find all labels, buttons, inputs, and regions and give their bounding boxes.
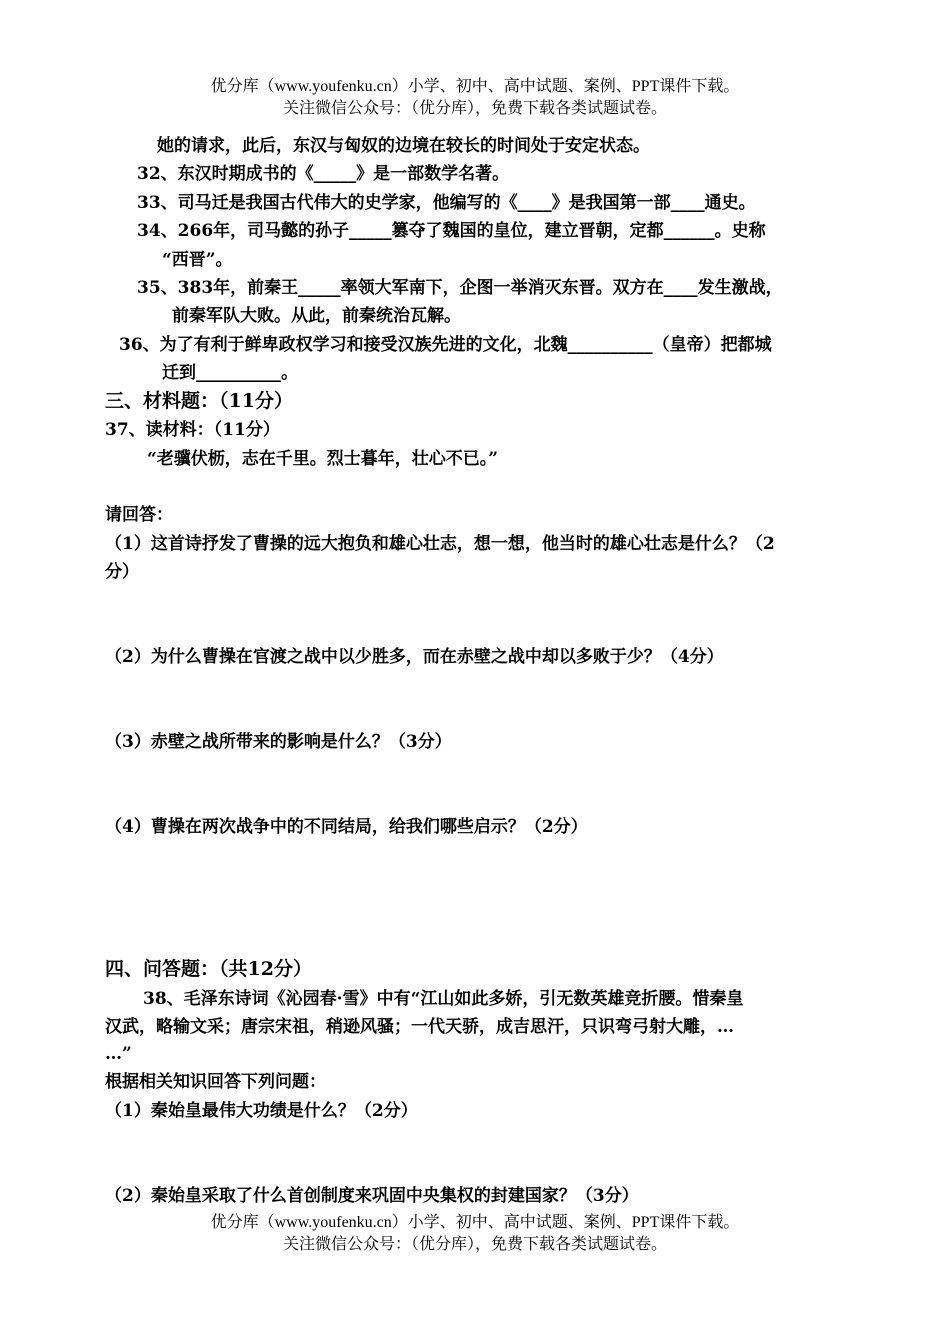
section-4-title: 四、问答题：（共12分）: [105, 958, 312, 980]
header-line-1: 优分库（www.youfenku.cn）小学、初中、高中试题、案例、PPT课件下载。: [210, 78, 740, 95]
footer-line-2: 关注微信公众号：（优分库），免费下载各类试题试卷。: [282, 1236, 667, 1253]
question-35: 35、383年，前秦王_____率领大军南下，企图一举消灭东晋。双方在____发生激战，: [137, 278, 783, 298]
question-31-continuation: 她的请求，此后，东汉与匈奴的边境在较长的时间处于安定状态。: [157, 136, 650, 156]
question-38-continuation-1: 汉武，略输文采；唐宗宋祖，稍逊风骚；一代天骄，成吉思汗，只识弯弓射大雕，…: [105, 1017, 734, 1037]
header-line-2: 关注微信公众号：（优分库），免费下载各类试题试卷。: [282, 100, 667, 117]
question-35-continuation: 前秦军队大败。从此，前秦统治瓦解。: [172, 306, 461, 326]
material-quote: “老骥伏枥，志在千里。烈士暮年，壮心不已。”: [147, 449, 499, 469]
question-37-3: （3）赤壁之战所带来的影响是什么？（3分）: [105, 732, 452, 752]
answer-prompt-2: 根据相关知识回答下列问题：: [105, 1072, 326, 1092]
section-3-title: 三、材料题：（11分）: [105, 390, 293, 412]
question-34-continuation: “西晋”。: [162, 250, 233, 270]
question-36: 36、为了有利于鲜卑政权学习和接受汉族先进的文化，北魏__________（皇帝）把都城: [119, 335, 772, 355]
question-38-continuation-2: …”: [105, 1044, 132, 1064]
question-38-2: （2）秦始皇采取了什么首创制度来巩固中央集权的封建国家？（3分）: [105, 1186, 639, 1206]
question-37-4: （4）曹操在两次战争中的不同结局，给我们哪些启示？（2分）: [105, 817, 588, 837]
question-37: 37、读材料：（11分）: [105, 420, 280, 440]
question-37-2: （2）为什么曹操在官渡之战中以少胜多，而在赤壁之战中却以多败于少？（4分）: [105, 647, 724, 667]
question-37-1: （1）这首诗抒发了曹操的远大抱负和雄心壮志，想一想，他当时的雄心壮志是什么？（2: [105, 534, 775, 554]
question-37-1-continuation: 分）: [105, 562, 139, 582]
question-32: 32、东汉时期成书的《_____》是一部数学名著。: [137, 164, 510, 184]
question-34: 34、266年，司马懿的孙子_____篡夺了魏国的皇位，建立晋朝，定都______。史称: [137, 221, 766, 241]
footer-line-1: 优分库（www.youfenku.cn）小学、初中、高中试题、案例、PPT课件下载。: [210, 1214, 740, 1231]
question-38-1: （1）秦始皇最伟大功绩是什么？（2分）: [105, 1101, 418, 1121]
question-38: 38、毛泽东诗词《沁园春·雪》中有“江山如此多娇，引无数英雄竞折腰。惜秦皇: [143, 989, 744, 1009]
question-33: 33、司马迁是我国古代伟大的史学家，他编写的《____》是我国第一部____通史。: [137, 193, 756, 213]
question-36-continuation: 迁到__________。: [162, 363, 298, 383]
answer-prompt: 请回答：: [105, 505, 173, 525]
